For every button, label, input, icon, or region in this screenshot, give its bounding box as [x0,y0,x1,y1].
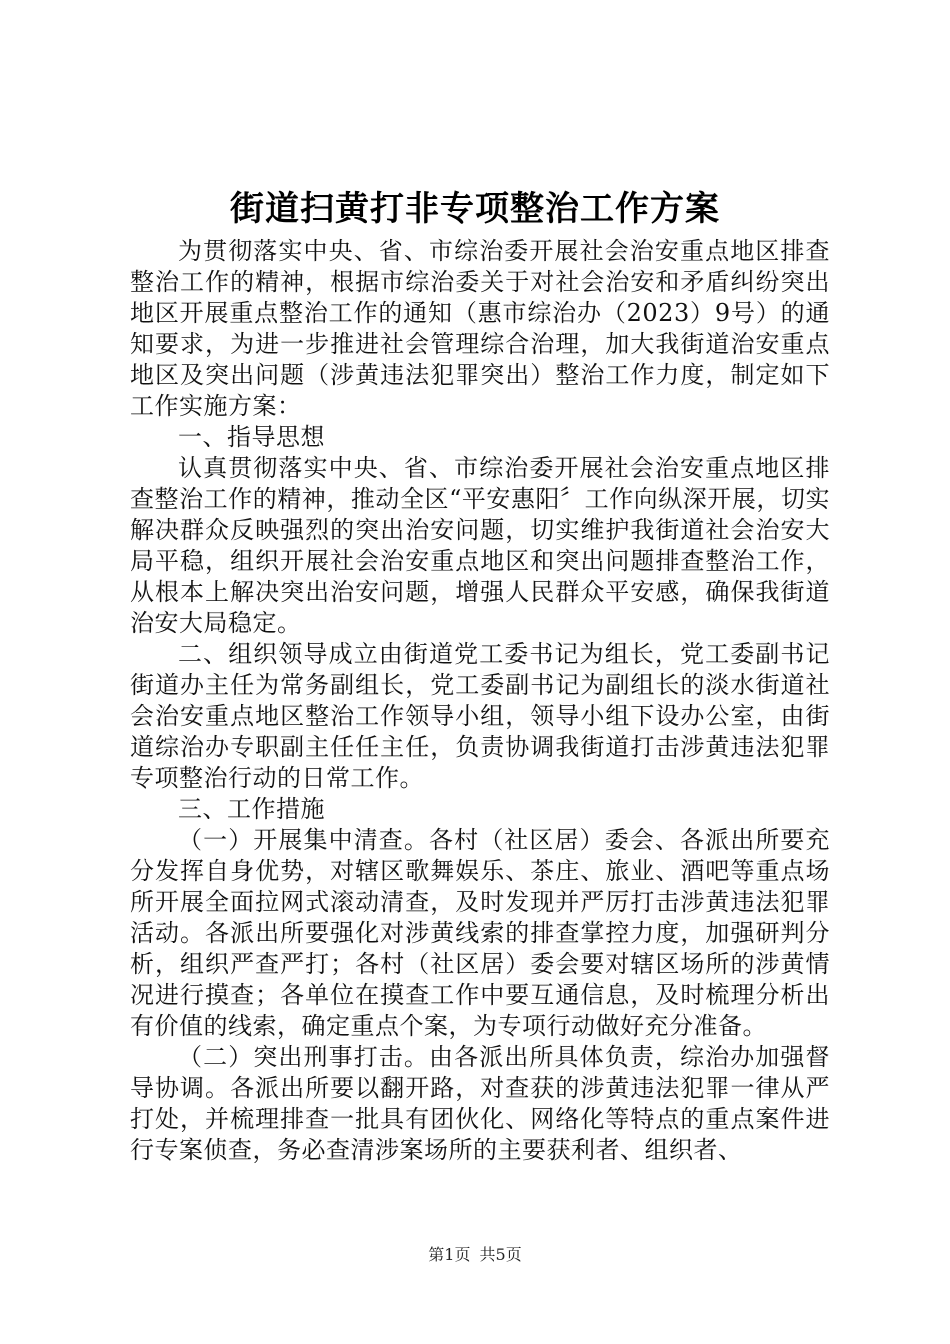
page-total: 共5页 [479,1245,522,1264]
document-body [130,236,830,1166]
paragraph-measure-2: （二）突出刑事打击。由各派出所具体负责，综治办加强督导协调。各派出所要以翻开路，对查获的涉黄违法犯罪一律从严打处，并梳理排查一批具有团伙化、网络化等特点的重点案件进行专案侦查，务必查清涉案场所的主要获利者、组织者、 [130,1043,830,1164]
page-footer [0,1245,950,1265]
page-number: 第1页 [428,1245,471,1264]
paragraph-organization-leadership: 二、组织领导成立由街道党工委书记为组长，党工委副书记街道办主任为常务副组长，党工委副书记为副组长的淡水街道社会治安重点地区整治工作领导小组，领导小组下设办公室，由街道综治办专职副主任任主任，负责协调我街道打击涉黄违法犯罪专项整治行动的日常工作。 [130,640,830,792]
section-heading-guiding-principles: 一、指导思想 [178,423,325,451]
paragraph-intro: 为贯彻落实中央、省、市综治委开展社会治安重点地区排查整治工作的精神，根据市综治委关于对社会治安和矛盾纠纷突出地区开展重点整治工作的通知（惠市综治办（2023）9号）的通知要求，为进一步推进社会管理综合治理，加大我街道治安重点地区及突出问题（涉黄违法犯罪突出）整治工作力度，制定如下工作实施方案： [130,237,830,420]
paragraph-guiding-principles: 认真贯彻落实中央、省、市综治委开展社会治安重点地区排查整治工作的精神，推动全区“平安惠阳〞工作向纵深开展，切实解决群众反映强烈的突出治安问题，切实维护我街道社会治安大局平稳，组织开展社会治安重点地区和突出问题排查整治工作，从根本上解决突出治安问题，增强人民群众平安感，确保我街道治安大局稳定。 [130,454,830,637]
section-heading-work-measures: 三、工作措施 [178,795,325,823]
document-title: 街道扫黄打非专项整治工作方案 [230,189,720,229]
paragraph-measure-1: （一）开展集中清查。各村（社区居）委会、各派出所要充分发挥自身优势，对辖区歌舞娱乐、茶庄、旅业、酒吧等重点场所开展全面拉网式滚动清查，及时发现并严厉打击涉黄违法犯罪活动。各派出所要强化对涉黄线索的排查掌控力度，加强研判分析，组织严查严打；各村（社区居）委会要对辖区场所的涉黄情况进行摸查；各单位在摸查工作中要互通信息，及时梳理分析出有价值的线索，确定重点个案，为专项行动做好充分准备。 [130,826,830,1040]
